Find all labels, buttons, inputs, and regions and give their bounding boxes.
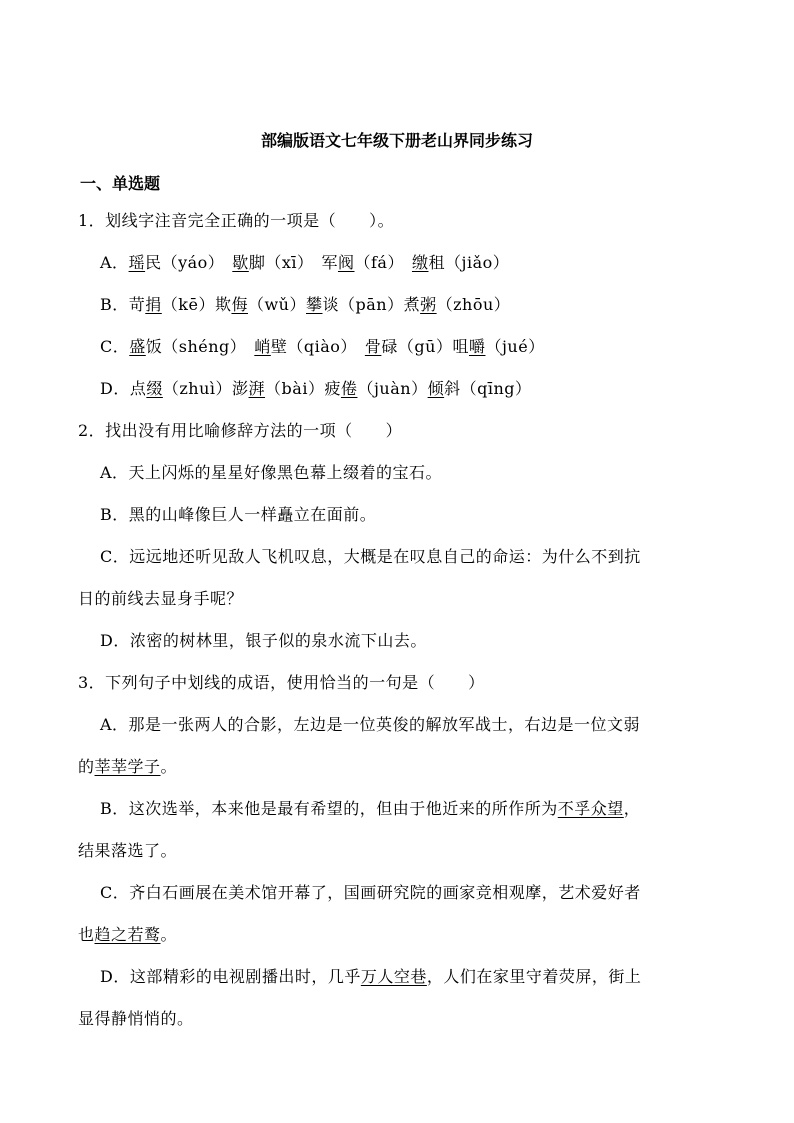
underlined-char: 盛 — [129, 337, 146, 356]
question-2-option-c[interactable]: C．远远地还听见敌人飞机叹息，大概是在叹息自己的命运：为什么不到抗 — [100, 547, 641, 566]
underlined-idiom: 莘莘学子 — [94, 757, 161, 776]
question-1-option-b[interactable] — [100, 294, 740, 316]
page-title: 部编版语文七年级下册老山界同步练习 — [260, 131, 533, 150]
underlined-char: 缴 — [411, 253, 429, 272]
underlined-char: 阀 — [337, 253, 355, 272]
question-1-option-c[interactable] — [100, 336, 740, 358]
question-2-option-d[interactable]: D．浓密的树林里，银子似的泉水流下山去。 — [100, 631, 427, 650]
question-3-option-b[interactable] — [100, 798, 740, 820]
underlined-idiom: 不孚众望 — [557, 799, 624, 818]
option-text: 的 — [78, 757, 95, 776]
option-text: （juàn） — [357, 379, 428, 398]
question-3-option-d[interactable] — [100, 966, 740, 988]
option-text: 民（yáo） — [145, 253, 225, 272]
question-3-option-d-continued: 显得静悄悄的。 — [78, 1009, 194, 1028]
underlined-char: 捐 — [145, 295, 162, 314]
underlined-char: 侮 — [231, 295, 248, 314]
option-text: ，人们在家里守着荧屏，街上 — [426, 967, 642, 986]
underlined-char: 攀 — [305, 295, 323, 314]
question-2-option-a[interactable]: A．天上闪烁的星星好像黑色幕上缀着的宝石。 — [100, 463, 443, 482]
option-text: （fá） — [354, 253, 404, 272]
underlined-idiom: 趋之若鹜 — [94, 925, 161, 944]
option-text: （jué） — [485, 337, 545, 356]
question-1-stem: 1．划线字注音完全正确的一项是（ ）。 — [78, 211, 395, 230]
option-text: B．苛 — [100, 295, 146, 314]
option-text: D．这部精彩的电视剧播出时，几乎 — [100, 967, 361, 986]
question-1-option-d[interactable] — [100, 378, 740, 400]
underlined-char: 缀 — [146, 379, 163, 398]
underlined-char: 倾 — [427, 379, 445, 398]
underlined-char: 嚼 — [468, 337, 486, 356]
option-text: 。 — [160, 757, 178, 776]
underlined-char: 骨 — [364, 337, 382, 356]
section-heading: 一、单选题 — [80, 174, 161, 193]
question-3-option-b-continued: 结果落选了。 — [78, 841, 178, 860]
option-text: 。 — [160, 925, 178, 944]
question-3-option-a-continued — [78, 756, 718, 778]
option-text: 脚（xī） — [248, 253, 314, 272]
option-text: （wǔ） — [247, 295, 306, 314]
option-label: C． — [100, 337, 130, 356]
underlined-char: 歇 — [232, 253, 249, 272]
question-2-option-c-continued: 日的前线去显身手呢？ — [78, 589, 244, 608]
underlined-char: 峭 — [254, 337, 271, 356]
option-text: 军 — [321, 253, 338, 272]
option-text: 饭（shéng） — [145, 337, 247, 356]
question-3-option-c[interactable]: C．齐白石画展在美术馆开幕了，国画研究院的画家竞相观摩，艺术爱好者 — [100, 883, 641, 902]
option-text: （kē）欺 — [161, 295, 232, 314]
question-3-option-c-continued — [78, 924, 718, 946]
option-text: 斜（qīng） — [444, 379, 532, 398]
option-text: ， — [623, 799, 641, 818]
option-text: （bài）疲 — [265, 379, 341, 398]
underlined-char: 瑶 — [128, 253, 146, 272]
question-3-stem: 3．下列句子中划线的成语，使用恰当的一句是（ ） — [78, 673, 485, 692]
option-text: 也 — [78, 925, 95, 944]
underlined-idiom: 万人空巷 — [360, 967, 427, 986]
option-text: （zhuì）澎 — [162, 379, 249, 398]
question-2-stem: 2．找出没有用比喻修辞方法的一项（ ） — [78, 421, 403, 440]
underlined-char: 倦 — [340, 379, 358, 398]
option-text: B．这次选举，本来他是最有希望的，但由于他近来的所作所为 — [100, 799, 558, 818]
option-text: D．点 — [100, 379, 147, 398]
option-label: A． — [100, 253, 129, 272]
question-2-option-b[interactable]: B．黑的山峰像巨人一样矗立在面前。 — [100, 505, 377, 524]
question-1-option-a[interactable] — [100, 252, 740, 274]
underlined-char: 湃 — [248, 379, 266, 398]
question-3-option-a[interactable]: A．那是一张两人的合影，左边是一位英俊的解放军战士，右边是一位文弱 — [100, 715, 641, 734]
option-text: 谈（pān）煮 — [322, 295, 421, 314]
option-text: 租（jiǎo） — [428, 253, 510, 272]
option-text: 碌（gū）咀 — [381, 337, 469, 356]
underlined-char: 粥 — [420, 295, 437, 314]
option-text: 壁（qiào） — [270, 337, 357, 356]
option-text: （zhōu） — [436, 295, 511, 314]
